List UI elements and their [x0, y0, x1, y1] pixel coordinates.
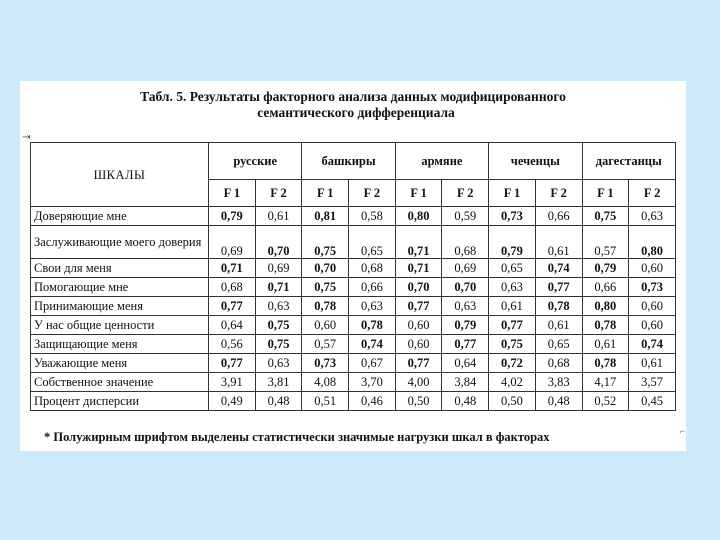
value-cell: 0,50: [489, 392, 536, 411]
value-cell: 4,17: [582, 373, 629, 392]
value-cell: 0,61: [489, 297, 536, 316]
scale-label: Заслуживающие моего доверия: [31, 226, 209, 259]
value-cell: 0,61: [255, 207, 302, 226]
factor-header: F 1: [209, 180, 256, 207]
value-cell: 0,75: [255, 316, 302, 335]
value-cell: 0,78: [535, 297, 582, 316]
value-cell: 0,78: [302, 297, 349, 316]
value-cell: 0,75: [302, 278, 349, 297]
value-cell: 3,91: [209, 373, 256, 392]
value-cell: 3,81: [255, 373, 302, 392]
value-cell: 0,74: [349, 335, 396, 354]
scale-label: Помогающие мне: [31, 278, 209, 297]
group-header: чеченцы: [489, 143, 582, 180]
value-cell: 0,67: [349, 354, 396, 373]
value-cell: 0,77: [395, 297, 442, 316]
value-cell: 4,08: [302, 373, 349, 392]
table-row: [31, 354, 676, 373]
value-cell: 0,60: [629, 316, 676, 335]
value-cell: 0,79: [582, 259, 629, 278]
group-header-row: [31, 143, 676, 180]
value-cell: 0,58: [349, 207, 396, 226]
value-cell: 0,57: [302, 335, 349, 354]
value-cell: 0,77: [442, 335, 489, 354]
value-cell: 0,77: [395, 354, 442, 373]
value-cell: 0,79: [442, 316, 489, 335]
arrow-marker-icon: ⇥: [22, 132, 31, 143]
value-cell: 0,63: [255, 354, 302, 373]
value-cell: 0,60: [395, 316, 442, 335]
factor-header: F 1: [395, 180, 442, 207]
title-line-2: семантического дифференциала: [257, 105, 455, 120]
value-cell: 0,65: [349, 226, 396, 259]
table-row: [31, 259, 676, 278]
value-cell: 0,78: [582, 354, 629, 373]
value-cell: 0,79: [209, 207, 256, 226]
value-cell: 0,60: [395, 335, 442, 354]
document-sheet: [20, 81, 686, 451]
value-cell: 0,63: [629, 207, 676, 226]
value-cell: 0,49: [209, 392, 256, 411]
value-cell: 0,48: [255, 392, 302, 411]
table-row: [31, 297, 676, 316]
scale-label: Собственное значение: [31, 373, 209, 392]
value-cell: 0,71: [395, 259, 442, 278]
value-cell: 0,59: [442, 207, 489, 226]
value-cell: 0,60: [629, 259, 676, 278]
value-cell: 0,75: [489, 335, 536, 354]
value-cell: 0,75: [582, 207, 629, 226]
value-cell: 0,74: [535, 259, 582, 278]
value-cell: 3,83: [535, 373, 582, 392]
value-cell: 0,68: [209, 278, 256, 297]
value-cell: 0,78: [349, 316, 396, 335]
value-cell: 0,68: [349, 259, 396, 278]
value-cell: 4,00: [395, 373, 442, 392]
value-cell: 0,61: [629, 354, 676, 373]
value-cell: 0,64: [442, 354, 489, 373]
value-cell: 0,69: [442, 259, 489, 278]
value-cell: 0,45: [629, 392, 676, 411]
group-header: башкиры: [302, 143, 395, 180]
value-cell: 0,72: [489, 354, 536, 373]
value-cell: 0,70: [302, 259, 349, 278]
scale-label: Принимающие меня: [31, 297, 209, 316]
value-cell: 0,69: [209, 226, 256, 259]
table-row: [31, 316, 676, 335]
value-cell: 0,63: [349, 297, 396, 316]
table-row: [31, 335, 676, 354]
value-cell: 0,65: [489, 259, 536, 278]
value-cell: 0,78: [582, 316, 629, 335]
table-row: [31, 278, 676, 297]
table-row: [31, 392, 676, 411]
value-cell: 3,57: [629, 373, 676, 392]
value-cell: 0,46: [349, 392, 396, 411]
value-cell: 0,75: [255, 335, 302, 354]
value-cell: 0,79: [489, 226, 536, 259]
factor-header: F 1: [302, 180, 349, 207]
value-cell: 0,80: [582, 297, 629, 316]
value-cell: 0,48: [535, 392, 582, 411]
value-cell: 0,60: [629, 297, 676, 316]
group-header: дагестанцы: [582, 143, 676, 180]
value-cell: 0,48: [442, 392, 489, 411]
results-table-wrapper: [30, 142, 676, 411]
value-cell: 0,73: [489, 207, 536, 226]
value-cell: 0,66: [535, 207, 582, 226]
value-cell: 0,77: [489, 316, 536, 335]
value-cell: 0,61: [582, 335, 629, 354]
value-cell: 0,80: [395, 207, 442, 226]
factor-header: F 2: [255, 180, 302, 207]
value-cell: 0,63: [442, 297, 489, 316]
value-cell: 0,70: [442, 278, 489, 297]
value-cell: 0,52: [582, 392, 629, 411]
value-cell: 0,74: [629, 335, 676, 354]
scale-label: У нас общие ценности: [31, 316, 209, 335]
value-cell: 4,02: [489, 373, 536, 392]
value-cell: 0,73: [629, 278, 676, 297]
value-cell: 0,75: [302, 226, 349, 259]
table-body: [31, 207, 676, 411]
value-cell: 0,56: [209, 335, 256, 354]
scales-header: ШКАЛЫ: [31, 143, 209, 207]
value-cell: 0,69: [255, 259, 302, 278]
factor-header: F 2: [629, 180, 676, 207]
footnote: * Полужирным шрифтом выделены статистически значимые нагрузки шкал в факторах: [44, 430, 550, 444]
table-row: [31, 226, 676, 259]
scale-label: Уважающие меня: [31, 354, 209, 373]
value-cell: 0,66: [582, 278, 629, 297]
factor-header: F 2: [535, 180, 582, 207]
value-cell: 0,70: [255, 226, 302, 259]
factor-header: F 1: [489, 180, 536, 207]
value-cell: 3,84: [442, 373, 489, 392]
value-cell: 0,70: [395, 278, 442, 297]
value-cell: 0,71: [209, 259, 256, 278]
table-row: [31, 373, 676, 392]
title-line-1: Табл. 5. Результаты факторного анализа данных модифицированного: [140, 89, 566, 104]
value-cell: 0,61: [535, 226, 582, 259]
value-cell: 0,63: [255, 297, 302, 316]
corner-marker-icon: ⌐: [680, 426, 686, 436]
factor-header: F 2: [349, 180, 396, 207]
value-cell: 0,77: [535, 278, 582, 297]
value-cell: 0,80: [629, 226, 676, 259]
value-cell: 0,63: [489, 278, 536, 297]
results-table: [30, 142, 676, 411]
value-cell: 0,65: [535, 335, 582, 354]
table-title: [20, 89, 686, 121]
value-cell: 0,77: [209, 297, 256, 316]
factor-header: F 1: [582, 180, 629, 207]
value-cell: 0,81: [302, 207, 349, 226]
value-cell: 0,57: [582, 226, 629, 259]
value-cell: 0,71: [255, 278, 302, 297]
table-row: [31, 207, 676, 226]
value-cell: 0,68: [535, 354, 582, 373]
scale-label: Доверяющие мне: [31, 207, 209, 226]
factor-header: F 2: [442, 180, 489, 207]
value-cell: 0,68: [442, 226, 489, 259]
value-cell: 0,73: [302, 354, 349, 373]
value-cell: 0,64: [209, 316, 256, 335]
scale-label: Процент дисперсии: [31, 392, 209, 411]
scale-label: Свои для меня: [31, 259, 209, 278]
group-header: русские: [209, 143, 302, 180]
group-header: армяне: [395, 143, 488, 180]
value-cell: 0,66: [349, 278, 396, 297]
value-cell: 0,60: [302, 316, 349, 335]
scale-label: Защищающие меня: [31, 335, 209, 354]
value-cell: 0,77: [209, 354, 256, 373]
value-cell: 3,70: [349, 373, 396, 392]
value-cell: 0,61: [535, 316, 582, 335]
value-cell: 0,50: [395, 392, 442, 411]
value-cell: 0,51: [302, 392, 349, 411]
value-cell: 0,71: [395, 226, 442, 259]
